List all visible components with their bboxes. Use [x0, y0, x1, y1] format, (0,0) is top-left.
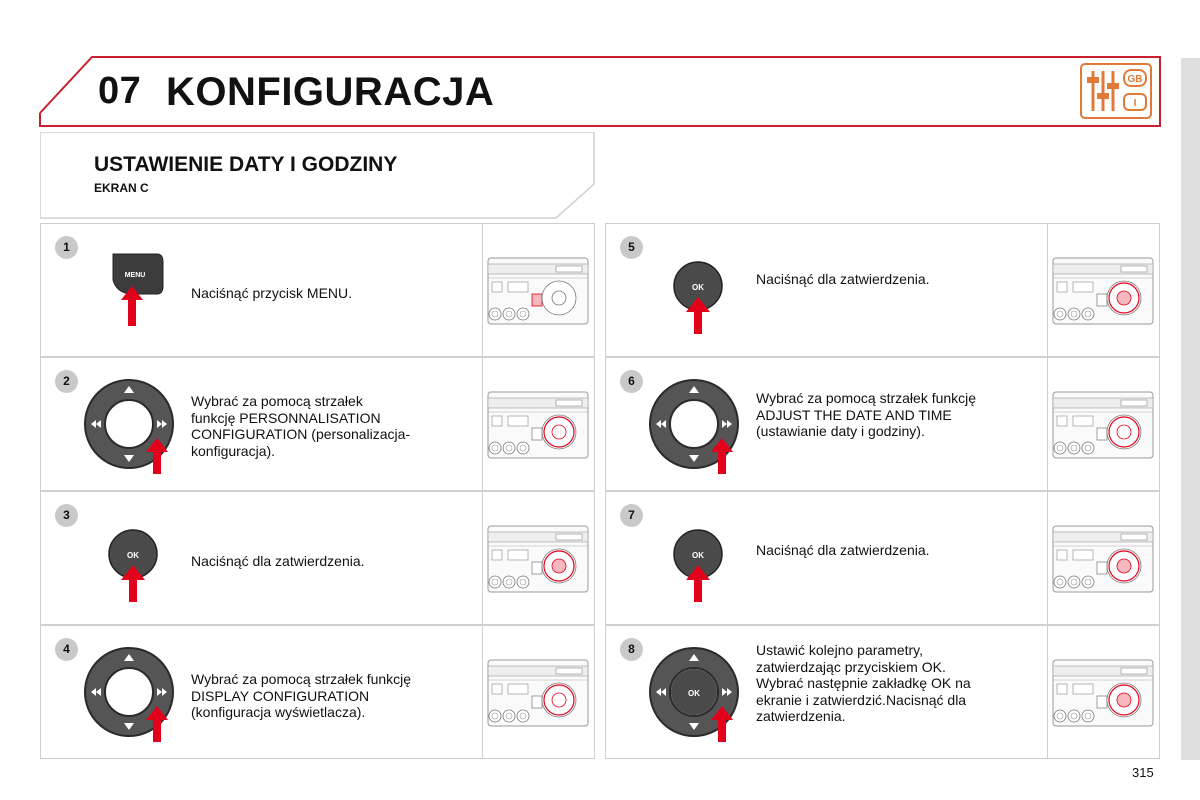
side-tab-strip [1181, 58, 1200, 760]
arrow-pad-ok-icon [648, 644, 748, 749]
svg-text:OK: OK [127, 551, 139, 560]
svg-text:OK: OK [692, 551, 704, 560]
step-instruction: Wybrać za pomocą strzałek funkcję ADJUST THE DATE AND TIME (ustawianie daty i godziny). [756, 390, 977, 439]
radio-panel-thumbnail [482, 626, 595, 758]
radio-panel-thumbnail [1047, 358, 1160, 490]
ok-button-icon [83, 510, 183, 615]
chapter-number: 07 [98, 70, 142, 112]
step-number: 5 [620, 236, 643, 259]
section-subtitle: EKRAN C [94, 181, 149, 195]
step-instruction: Wybrać za pomocą strzałek funkcję DISPLAY CONFIGURATION (konfiguracja wyświetlacza). [191, 671, 412, 720]
step-2 [40, 357, 595, 491]
step-5 [605, 223, 1160, 357]
step-instruction: Naciśnąć przycisk MENU. [191, 285, 353, 301]
section-title: USTAWIENIE DATY I GODZINY [94, 153, 398, 176]
menu-button-icon [83, 242, 179, 343]
arrow-pad-icon [83, 644, 183, 749]
step-number: 4 [55, 638, 78, 661]
step-instruction: Wybrać za pomocą strzałek funkcję PERSONNALISATION CONFIGURATION (personalizacja- konfiguracja). [191, 393, 411, 459]
step-number: 2 [55, 370, 78, 393]
step-number: 3 [55, 504, 78, 527]
radio-panel-thumbnail [482, 358, 595, 490]
radio-panel-thumbnail [1047, 626, 1160, 758]
menu-button-label: MENU [124, 272, 146, 279]
svg-text:OK: OK [688, 689, 700, 698]
section-header [40, 132, 595, 219]
step-8 [605, 625, 1160, 759]
settings-language-icon [1080, 63, 1152, 124]
page-header [0, 0, 1200, 135]
step-instruction: Naciśnąć dla zatwierdzenia. [191, 553, 365, 569]
arrow-pad-icon [83, 376, 183, 481]
step-number: 7 [620, 504, 643, 527]
radio-panel-thumbnail [1047, 492, 1160, 624]
step-7 [605, 491, 1160, 625]
radio-panel-thumbnail [1047, 224, 1160, 356]
step-instruction: Naciśnąć dla zatwierdzenia. [756, 271, 930, 287]
page-number: 315 [1132, 765, 1154, 780]
step-instruction: Ustawić kolejno parametry, zatwierdzając przyciskiem OK. Wybrać następnie zakładkę OK na ekranie i zatwierdzić.Nacisnąć dla zatwierdzenia. [756, 642, 971, 724]
ok-button-icon [648, 242, 748, 347]
svg-text:OK: OK [692, 283, 704, 292]
lang-badge-bottom: I [1133, 98, 1137, 109]
step-instruction: Naciśnąć dla zatwierdzenia. [756, 542, 930, 558]
radio-panel-thumbnail [482, 224, 595, 356]
step-6 [605, 357, 1160, 491]
chapter-title: KONFIGURACJA [166, 70, 495, 114]
step-4 [40, 625, 595, 759]
ok-button-icon [648, 510, 748, 615]
step-3 [40, 491, 595, 625]
step-number: 8 [620, 638, 643, 661]
step-1 [40, 223, 595, 357]
lang-badge-top: GB [1127, 74, 1143, 85]
step-number: 1 [55, 236, 78, 259]
arrow-pad-icon [648, 376, 748, 481]
step-number: 6 [620, 370, 643, 393]
radio-panel-thumbnail [482, 492, 595, 624]
